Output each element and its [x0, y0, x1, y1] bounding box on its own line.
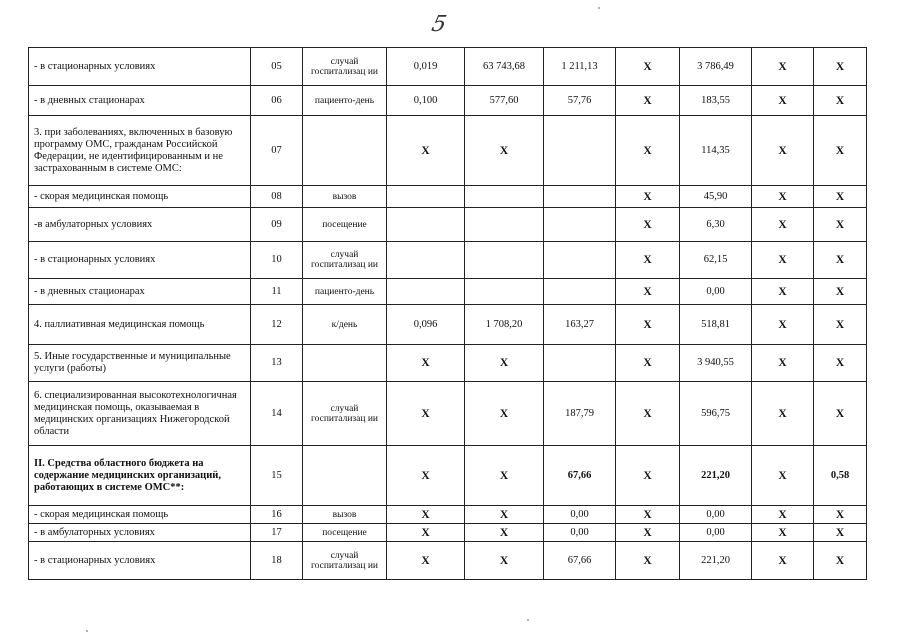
cell-c7: X — [814, 524, 867, 542]
cell-c5: 3 786,49 — [680, 48, 752, 86]
cell-name: - в дневных стационарах — [29, 279, 251, 305]
cell-code: 13 — [251, 345, 303, 382]
cell-name: 3. при заболеваниях, включенных в базовую программу ОМС, гражданам Российской Федерации, не идентифицированным и не застрахованным в системе ОМС: — [29, 116, 251, 186]
cell-code: 12 — [251, 305, 303, 345]
cell-c5: 221,20 — [680, 542, 752, 580]
cell-c5: 596,75 — [680, 382, 752, 446]
cell-c6: X — [752, 382, 814, 446]
cell-c7: X — [814, 116, 867, 186]
table-row — [29, 345, 867, 382]
cell-c2 — [465, 242, 544, 279]
table-row — [29, 382, 867, 446]
table-body — [29, 48, 867, 580]
cell-c5: 183,55 — [680, 86, 752, 116]
cell-unit: вызов — [303, 186, 387, 208]
cell-unit: пациенто-день — [303, 279, 387, 305]
cell-c3: 1 211,13 — [544, 48, 616, 86]
cell-c2: X — [465, 446, 544, 506]
cell-c7: X — [814, 305, 867, 345]
cell-unit: посещение — [303, 524, 387, 542]
cell-c6: X — [752, 116, 814, 186]
cell-c3: 163,27 — [544, 305, 616, 345]
cell-code: 15 — [251, 446, 303, 506]
cell-c2: X — [465, 524, 544, 542]
cell-code: 05 — [251, 48, 303, 86]
cell-c1: 0,019 — [387, 48, 465, 86]
cell-c1: X — [387, 382, 465, 446]
cell-name: - в стационарных условиях — [29, 48, 251, 86]
cell-c2: 63 743,68 — [465, 48, 544, 86]
scan-speck — [598, 7, 600, 9]
cell-unit: вызов — [303, 506, 387, 524]
financing-table — [28, 47, 867, 580]
cell-c1: 0,096 — [387, 305, 465, 345]
scan-speck — [86, 630, 88, 632]
cell-code: 16 — [251, 506, 303, 524]
cell-c5: 114,35 — [680, 116, 752, 186]
cell-c3 — [544, 208, 616, 242]
cell-c1 — [387, 208, 465, 242]
table-row — [29, 305, 867, 345]
cell-c3: 187,79 — [544, 382, 616, 446]
cell-code: 14 — [251, 382, 303, 446]
cell-c3 — [544, 242, 616, 279]
cell-name: - в амбулаторных условиях — [29, 524, 251, 542]
cell-c6: X — [752, 242, 814, 279]
cell-code: 09 — [251, 208, 303, 242]
cell-c6: X — [752, 506, 814, 524]
cell-c6: X — [752, 345, 814, 382]
cell-c4: X — [616, 116, 680, 186]
cell-c7: X — [814, 208, 867, 242]
cell-c2: 577,60 — [465, 86, 544, 116]
cell-unit: пациенто-день — [303, 86, 387, 116]
cell-c6: X — [752, 279, 814, 305]
cell-c3: 0,00 — [544, 506, 616, 524]
cell-c2: X — [465, 506, 544, 524]
cell-unit — [303, 116, 387, 186]
cell-name: - скорая медицинская помощь — [29, 186, 251, 208]
cell-c5: 0,00 — [680, 279, 752, 305]
cell-c5: 0,00 — [680, 506, 752, 524]
cell-c2: X — [465, 116, 544, 186]
cell-c4: X — [616, 242, 680, 279]
cell-code: 18 — [251, 542, 303, 580]
cell-c1 — [387, 279, 465, 305]
cell-unit — [303, 345, 387, 382]
cell-c2 — [465, 208, 544, 242]
scan-speck — [527, 619, 529, 621]
page-number: 5 — [429, 12, 449, 37]
table-row — [29, 48, 867, 86]
cell-c4: X — [616, 86, 680, 116]
cell-name: - скорая медицинская помощь — [29, 506, 251, 524]
cell-c3: 67,66 — [544, 446, 616, 506]
cell-c1: X — [387, 446, 465, 506]
cell-code: 10 — [251, 242, 303, 279]
cell-c3: 57,76 — [544, 86, 616, 116]
cell-name: - в стационарных условиях — [29, 542, 251, 580]
cell-code: 11 — [251, 279, 303, 305]
cell-c2: X — [465, 382, 544, 446]
cell-c7: X — [814, 506, 867, 524]
cell-c5: 3 940,55 — [680, 345, 752, 382]
cell-c3: 0,00 — [544, 524, 616, 542]
cell-c7: X — [814, 48, 867, 86]
cell-unit: случай госпитализац ии — [303, 242, 387, 279]
cell-unit: случай госпитализац ии — [303, 382, 387, 446]
cell-unit: случай госпитализац ии — [303, 542, 387, 580]
cell-code: 07 — [251, 116, 303, 186]
cell-name: -в амбулаторных условиях — [29, 208, 251, 242]
cell-c1: X — [387, 524, 465, 542]
table-row — [29, 446, 867, 506]
cell-c7: X — [814, 345, 867, 382]
cell-code: 06 — [251, 86, 303, 116]
table-row — [29, 208, 867, 242]
cell-c3 — [544, 116, 616, 186]
cell-c4: X — [616, 345, 680, 382]
cell-c4: X — [616, 208, 680, 242]
cell-name: 6. специализированная высокотехнологичная медицинская помощь, оказываемая в медицинских организациях Нижегородской области — [29, 382, 251, 446]
cell-c6: X — [752, 186, 814, 208]
cell-c2: 1 708,20 — [465, 305, 544, 345]
cell-c4: X — [616, 48, 680, 86]
table-row — [29, 186, 867, 208]
cell-c3: 67,66 — [544, 542, 616, 580]
cell-c4: X — [616, 542, 680, 580]
cell-c4: X — [616, 382, 680, 446]
cell-c4: X — [616, 186, 680, 208]
cell-name: 5. Иные государственные и муниципальные услуги (работы) — [29, 345, 251, 382]
cell-c3 — [544, 345, 616, 382]
cell-c3 — [544, 186, 616, 208]
cell-name: II. Средства областного бюджета на содержание медицинских организаций, работающих в системе ОМС**: — [29, 446, 251, 506]
cell-c2: X — [465, 345, 544, 382]
cell-code: 08 — [251, 186, 303, 208]
cell-unit — [303, 446, 387, 506]
table-row — [29, 524, 867, 542]
cell-c5: 62,15 — [680, 242, 752, 279]
cell-c5: 45,90 — [680, 186, 752, 208]
cell-c1: 0,100 — [387, 86, 465, 116]
cell-c6: X — [752, 524, 814, 542]
table-row — [29, 542, 867, 580]
cell-name: - в стационарных условиях — [29, 242, 251, 279]
cell-c1: X — [387, 116, 465, 186]
cell-c6: X — [752, 208, 814, 242]
cell-c4: X — [616, 506, 680, 524]
cell-c7: X — [814, 186, 867, 208]
cell-c6: X — [752, 305, 814, 345]
cell-c7: X — [814, 279, 867, 305]
cell-c7: 0,58 — [814, 446, 867, 506]
cell-c3 — [544, 279, 616, 305]
cell-c7: X — [814, 86, 867, 116]
cell-c4: X — [616, 524, 680, 542]
table-row — [29, 506, 867, 524]
cell-c7: X — [814, 242, 867, 279]
cell-c4: X — [616, 305, 680, 345]
cell-c5: 518,81 — [680, 305, 752, 345]
cell-c2 — [465, 186, 544, 208]
cell-c6: X — [752, 86, 814, 116]
cell-c5: 6,30 — [680, 208, 752, 242]
cell-c6: X — [752, 542, 814, 580]
cell-c1 — [387, 186, 465, 208]
cell-c5: 221,20 — [680, 446, 752, 506]
cell-unit: случай госпитализац ии — [303, 48, 387, 86]
cell-c7: X — [814, 542, 867, 580]
cell-code: 17 — [251, 524, 303, 542]
cell-c1: X — [387, 345, 465, 382]
cell-c1: X — [387, 542, 465, 580]
cell-c4: X — [616, 279, 680, 305]
table-row — [29, 116, 867, 186]
cell-c2: X — [465, 542, 544, 580]
cell-c7: X — [814, 382, 867, 446]
table-row — [29, 279, 867, 305]
cell-name: 4. паллиативная медицинская помощь — [29, 305, 251, 345]
cell-c4: X — [616, 446, 680, 506]
cell-c6: X — [752, 446, 814, 506]
cell-unit: посещение — [303, 208, 387, 242]
table-row — [29, 86, 867, 116]
table-row — [29, 242, 867, 279]
cell-c2 — [465, 279, 544, 305]
cell-unit: к/день — [303, 305, 387, 345]
cell-name: - в дневных стационарах — [29, 86, 251, 116]
cell-c5: 0,00 — [680, 524, 752, 542]
cell-c1: X — [387, 506, 465, 524]
cell-c1 — [387, 242, 465, 279]
cell-c6: X — [752, 48, 814, 86]
